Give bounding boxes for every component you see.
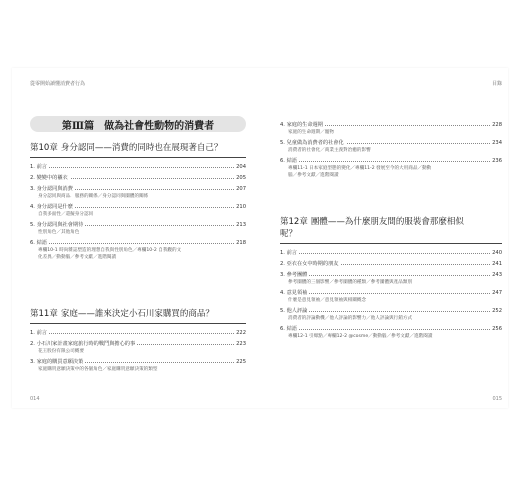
part-heading (30, 116, 246, 132)
dot-leader (280, 329, 502, 330)
dot-leader (280, 253, 502, 254)
toc-subsection: 花王股份有限公司概要 (38, 349, 84, 354)
toc-entry-page: 247 (492, 290, 502, 296)
dot-leader (30, 333, 246, 334)
toc-entry (30, 239, 246, 247)
toc-subsection: 消費者的評論動機／他人評論的影響力／他人評論與行銷方式 (288, 316, 413, 321)
toc-entry-page: 240 (492, 250, 502, 256)
dot-leader (280, 293, 502, 294)
part-title: 做為社會性動物的消費者 (104, 120, 215, 132)
toc-entry-page: 236 (492, 158, 502, 164)
chapter-number: 第11章 (30, 309, 58, 319)
toc-entry (280, 139, 502, 147)
toc-subsection: 專欄12-1 引爆點／專欄12-2 @cosme／動動腦／參考文獻／進階閱讀 (288, 334, 433, 339)
dot-leader (280, 311, 502, 312)
chapter-12-block (280, 216, 502, 340)
toc-entry (30, 329, 246, 337)
toc-entry (30, 185, 246, 193)
dot-leader (280, 161, 502, 162)
chapter-number: 第12章 (280, 217, 308, 227)
toc-entry (30, 163, 246, 171)
toc-entry (280, 325, 502, 333)
toc-entry-label: 6. 結語 (280, 326, 297, 332)
chapter-title: 家庭——誰來決定小石川家購買的商品？ (60, 309, 214, 319)
toc-entry (280, 307, 502, 315)
toc-subsection: 專欄11-1 日本家庭型態的變化／專欄11-2 發展至今的大用商品／動動 (288, 166, 432, 171)
toc-subsection: 化差異／動動腦／參考文獻／進階閱讀 (38, 255, 117, 260)
toc-entries (280, 249, 502, 340)
chapter-number: 第10章 (30, 143, 58, 153)
toc-entry-page: 252 (492, 308, 502, 314)
page-number-left: 014 (30, 396, 40, 402)
chapter-heading (30, 308, 246, 320)
toc-entry-label: 1. 前言 (280, 250, 297, 256)
toc-entry-label: 3. 身分認同與消費 (30, 186, 73, 192)
toc-entry (280, 289, 502, 297)
toc-entry (280, 249, 502, 257)
toc-subsection: 專欄10-1 時尚雜誌塑造的理想自我與性別角色／專欄10-2 自我觀的文 (38, 248, 182, 253)
toc-entry-page: 222 (236, 330, 246, 336)
toc-entry-page: 210 (236, 204, 246, 210)
toc-entry-label: 5. 身分認同與社會期待 (30, 222, 84, 228)
toc-entry-page: 223 (236, 341, 246, 347)
toc-entry-label: 3. 家庭的購買意願決策 (30, 359, 84, 365)
dot-leader (30, 167, 246, 168)
toc-entry-page: 218 (236, 240, 246, 246)
toc-entry-label: 4. 家庭的生命週期 (280, 122, 323, 128)
toc-entry-page: 243 (492, 272, 502, 278)
toc-entry (280, 121, 502, 129)
toc-entry-page: 225 (236, 359, 246, 365)
toc-entries (30, 329, 246, 373)
toc-entries (280, 121, 502, 179)
running-head-right: 目錄 (491, 81, 502, 87)
toc-entry-label: 6. 結語 (280, 158, 297, 164)
toc-subsection: 性別角色／其他角色 (38, 230, 80, 235)
toc-entry-page: 234 (492, 140, 502, 146)
page-number-right: 015 (492, 396, 502, 402)
chapter-title: 身分認同——消費的同時也在展現著自己？ (60, 143, 223, 153)
toc-entry (30, 221, 246, 229)
toc-entry-label: 2. 變變中的襯衣 (30, 175, 68, 181)
toc-entry-page: 207 (236, 186, 246, 192)
running-head-left: 從零開始讀懂消費者行為 (30, 81, 86, 87)
toc-entry-page: 204 (236, 164, 246, 170)
chapter-rule (30, 157, 246, 158)
toc-entry (30, 358, 246, 366)
chapter-rule (30, 323, 246, 324)
toc-entry-page: 213 (236, 222, 246, 228)
toc-entry (30, 203, 246, 211)
toc-entry-label: 5. 兒童做為消費者的社會化 (280, 140, 344, 146)
toc-entry (30, 174, 246, 182)
toc-entry-label: 6. 結語 (30, 240, 47, 246)
right-page (270, 68, 506, 408)
toc-subsection: 家庭的生命週期／寵物 (288, 130, 334, 135)
toc-subsection: 消費者的社會化／商業主義對治癒的影響 (288, 148, 371, 153)
toc-subsection: 身分認同與商品．服務的關係／身分認同與團體的關係 (38, 194, 149, 199)
chapter-rule (280, 243, 502, 244)
toc-entry (280, 157, 502, 165)
chapter-11-continued-block (280, 116, 502, 179)
toc-entry-label: 1. 前言 (30, 330, 47, 336)
toc-entry-page: 205 (236, 175, 246, 181)
toc-subsection: 參考團體的三個影響／參考團體的種類／參考團體與產品類別 (288, 280, 413, 285)
chapter-11-block (30, 308, 246, 373)
toc-entry-page: 256 (492, 326, 502, 332)
toc-entry (30, 340, 246, 348)
toc-entry-page: 228 (492, 122, 502, 128)
book-spread (12, 68, 508, 408)
toc-entries (30, 163, 246, 261)
toc-entry-label: 2. 亞衣在女中時期的朋友 (280, 261, 339, 267)
toc-entry-label: 3. 參考團體 (280, 272, 308, 278)
chapter-heading (280, 216, 502, 228)
dot-leader (280, 275, 502, 276)
toc-entry-label: 5. 他人評論 (280, 308, 308, 314)
toc-entry (280, 271, 502, 279)
chapter-title: 團體——為什麼朋友間的服裝會那麼相似 (310, 217, 464, 227)
toc-subsection: 什麼是意見領袖／意見領袖與相關概念 (288, 298, 367, 303)
toc-entry-label: 1. 前言 (30, 164, 47, 170)
toc-entry-page: 241 (492, 261, 502, 267)
toc-subsection: 自我多面性／還擬身分認同 (38, 212, 94, 217)
toc-subsection: 家庭購買意願決策中的各個角色／家庭購買意願決策的類型 (38, 367, 158, 372)
part-number: 第Ⅲ篇 (61, 120, 95, 132)
toc-entry-label: 4. 意見領袖 (280, 290, 308, 296)
toc-entry (280, 260, 502, 268)
chapter-10-block (30, 142, 246, 261)
chapter-title-continued: 呢？ (280, 229, 298, 239)
dot-leader (30, 243, 246, 244)
left-page (20, 68, 256, 408)
toc-entry-label: 2. 小石川家計畫家庭旅行時的戰鬥與擔心的事 (30, 341, 136, 347)
toc-entry-label: 4. 身分認同是什麼 (30, 204, 73, 210)
chapter-heading (30, 142, 246, 154)
toc-subsection: 腦／參考文獻／進階閱讀 (288, 173, 339, 178)
